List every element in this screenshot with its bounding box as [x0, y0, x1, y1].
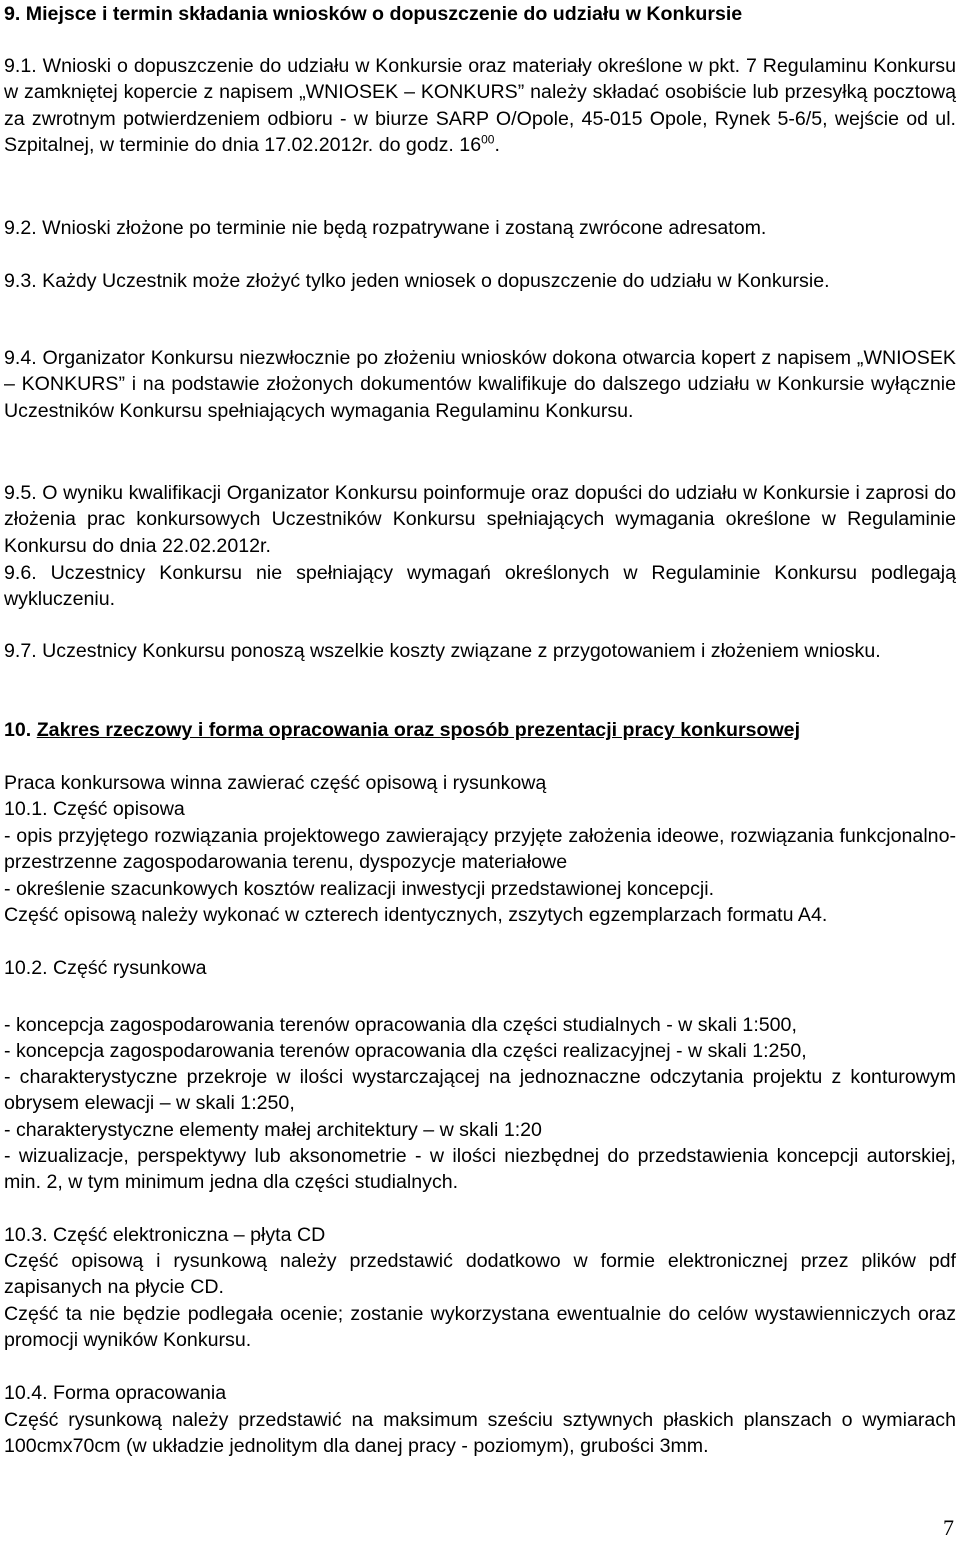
paragraph-9-5: 9.5. O wyniku kwalifikacji Organizator Konkursu poinformuje oraz dopuści do udziału w Konkursie i zaprosi do złożenia prac konkursowych Uczestników Konkursu spełniających wymagania określone w Regulaminie Konkursu do dnia 22.02.2012r. [4, 482, 956, 557]
subsection-10-2-item-5: - wizualizacje, perspektywy lub aksonometrie - w ilości niezbędnej do przedstawienia koncepcji autorskiej, min. 2, w tym minimum jedna dla części studialnych. [4, 1145, 956, 1194]
subsection-10-2-heading: 10.2. Część rysunkowa [4, 957, 207, 979]
subsection-10-3-paragraph-2: Część ta nie będzie podlegała ocenie; zostanie wykorzystana ewentualnie do celów wystawienniczych oraz promocji wyników Konkursu. [4, 1303, 956, 1352]
paragraph-9-2: 9.2. Wnioski złożone po terminie nie będą rozpatrywane i zostaną zwrócone adresatom. [4, 217, 767, 239]
subsection-10-1-item-1: - opis przyjętego rozwiązania projektowego zawierający przyjęte założenia ideowe, rozwiązania funkcjonalno-przestrzenne zagospodarowania terenu, dyspozycje materiałowe [4, 825, 956, 874]
subsection-10-1-item-2: - określenie szacunkowych kosztów realizacji inwestycji przedstawionej koncepcji. [4, 878, 715, 900]
page-number: 7 [943, 1515, 954, 1540]
subsection-10-3-heading: 10.3. Część elektroniczna – płyta CD [4, 1224, 326, 1246]
subsection-10-4-paragraph: Część rysunkową należy przedstawić na maksimum sześciu sztywnych płaskich planszach o wymiarach 100cmx70cm (w układzie jednolitym dla danej pracy - poziomym), grubości 3mm. [4, 1409, 956, 1458]
subsection-10-3-paragraph-1: Część opisową i rysunkową należy przedstawić dodatkowo w formie elektronicznej przez plików pdf zapisanych na płycie CD. [4, 1250, 956, 1299]
subsection-10-2-item-3: - charakterystyczne przekroje w ilości wystarczającej na jednoznaczne odczytania projektu z konturowym obrysem elewacji – w skali 1:250, [4, 1066, 956, 1115]
paragraph-9-3: 9.3. Każdy Uczestnik może złożyć tylko jeden wniosek o dopuszczenie do udziału w Konkursie. [4, 270, 830, 292]
section-9-heading: 9. Miejsce i termin składania wniosków o dopuszczenie do udziału w Konkursie [4, 3, 743, 25]
subsection-10-2-item-4: - charakterystyczne elementy małej architektury – w skali 1:20 [4, 1119, 542, 1141]
section-10-heading [4, 717, 956, 743]
subsection-10-2-item-2: - koncepcja zagospodarowania terenów opracowania dla części realizacyjnej - w skali 1:250, [4, 1040, 807, 1062]
paragraph-9-6: 9.6. Uczestnicy Konkursu nie spełniający wymagań określonych w Regulaminie Konkursu podlegają wykluczeniu. [4, 562, 956, 611]
paragraph-9-1-end: . [494, 134, 500, 157]
subsection-10-2-item-1: - koncepcja zagospodarowania terenów opracowania dla części studialnych - w skali 1:500, [4, 1014, 797, 1036]
section-10-intro: Praca konkursowa winna zawierać część opisową i rysunkową [4, 772, 547, 794]
section-10-number: 10. [4, 719, 32, 741]
subsection-10-1-heading: 10.1. Część opisowa [4, 798, 185, 820]
hour-minutes-superscript: 00 [481, 132, 495, 147]
subsection-10-1-note: Część opisową należy wykonać w czterech identycznych, zszytych egzemplarzach formatu A4. [4, 904, 828, 926]
section-10-title: Zakres rzeczowy i forma opracowania oraz sposób prezentacji pracy konkursowej [36, 719, 801, 741]
paragraph-9-7: 9.7. Uczestnicy Konkursu ponoszą wszelkie koszty związane z przygotowaniem i złożeniem wniosku. [4, 640, 881, 662]
subsection-10-4-heading: 10.4. Forma opracowania [4, 1382, 227, 1404]
paragraph-9-1-text: 9.1. Wnioski o dopuszczenie do udziału w Konkursie oraz materiały określone w pkt. 7 Regulaminu Konkursu w zamkniętej kopercie z napisem „WNIOSEK – KONKURS” należy składać osobiście lub przesyłką pocztową za zwrotnym potwierdzeniem odbioru - w biurze SARP O/Opole, 45-015 Opole, Rynek 5-6/5, wejście od ul. Szpitalnej, w terminie do dnia 17.02.2012r. do godz. 16 [4, 55, 956, 157]
paragraph-9-1 [4, 53, 956, 159]
paragraph-9-4: 9.4. Organizator Konkursu niezwłocznie po złożeniu wniosków dokona otwarcia kopert z napisem „WNIOSEK – KONKURS” i na podstawie złożonych dokumentów kwalifikuje do dalszego udziału w Konkursie wyłącznie Uczestników Konkursu spełniających wymagania Regulaminu Konkursu. [4, 347, 956, 422]
